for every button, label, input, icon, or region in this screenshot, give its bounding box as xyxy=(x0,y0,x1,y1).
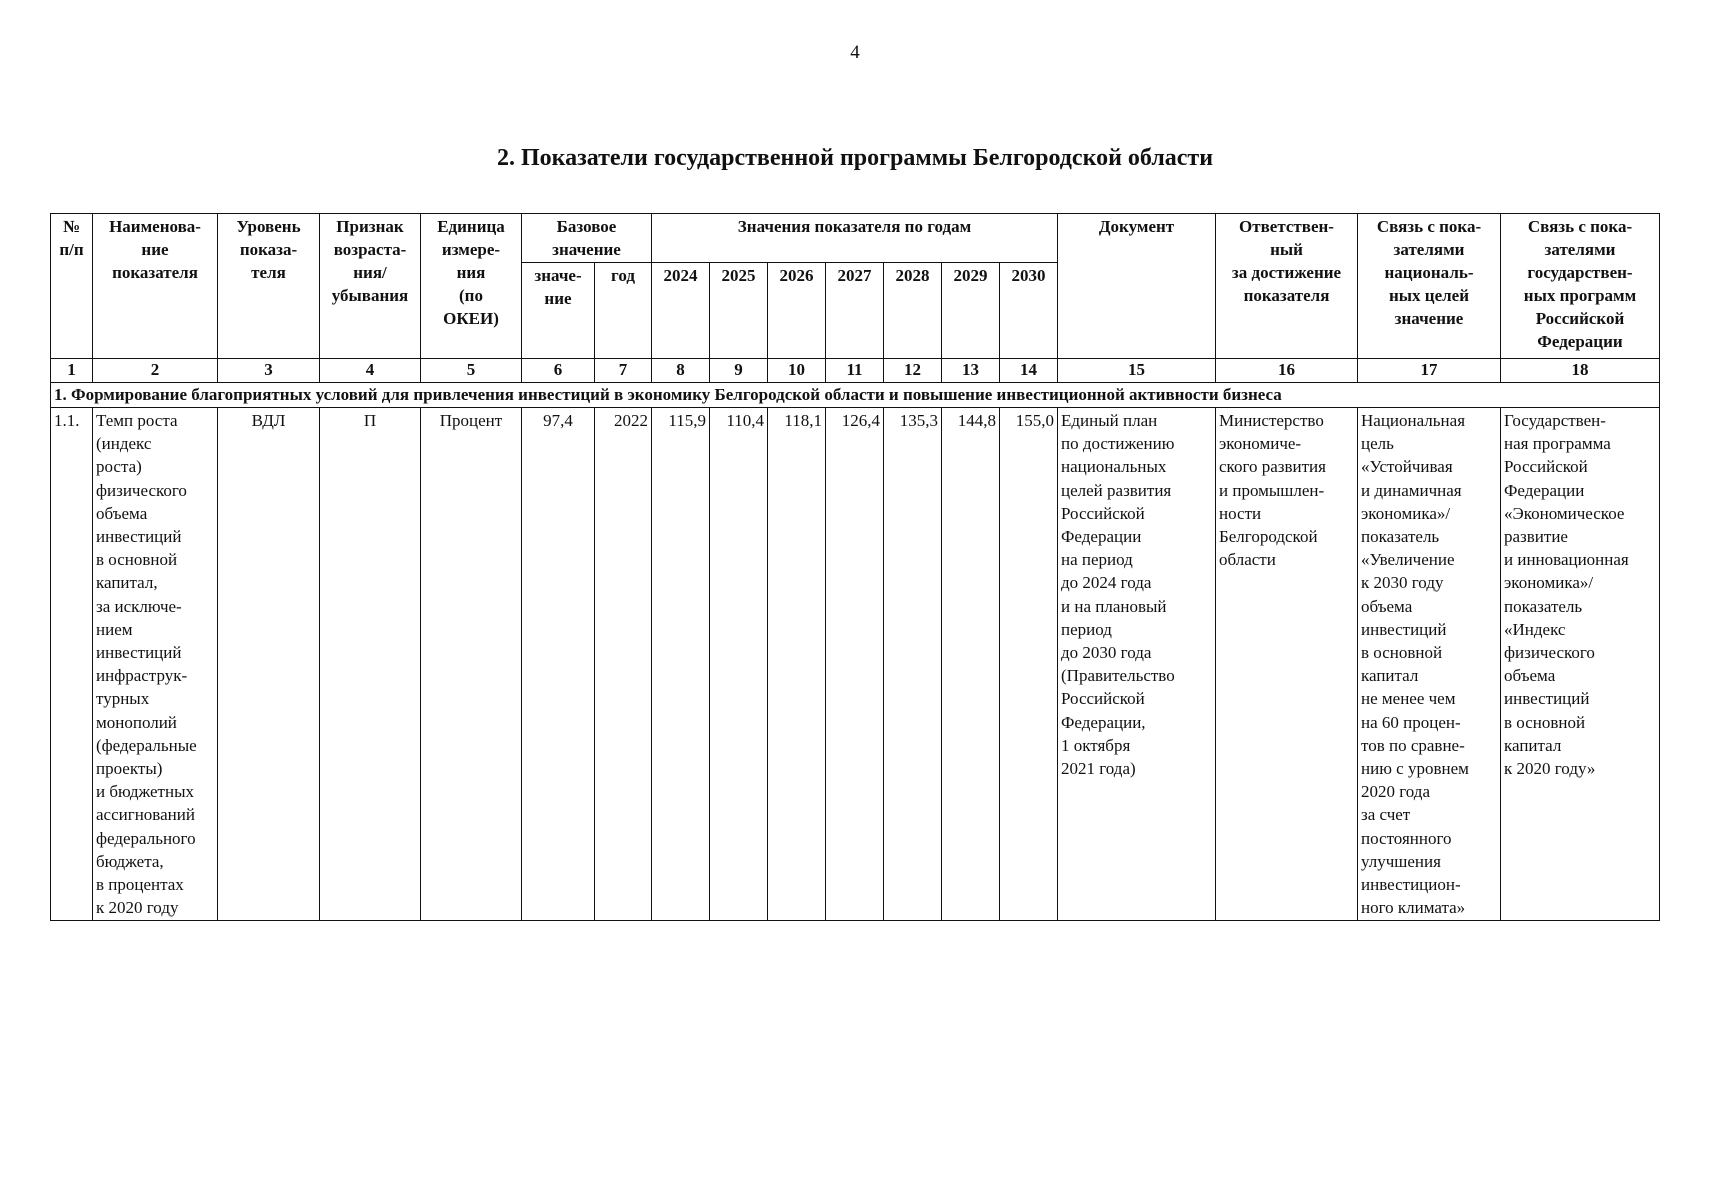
row-responsible: Министерство экономиче- ского развития и промышлен- ности Белгородской области xyxy=(1216,408,1358,921)
row-value-2027: 126,4 xyxy=(826,408,884,921)
header-year: 2030 xyxy=(1000,263,1058,359)
column-number: 6 xyxy=(522,359,595,383)
row-base-year: 2022 xyxy=(595,408,652,921)
row-value-2024: 115,9 xyxy=(652,408,710,921)
header-years-group: Значения показателя по годам xyxy=(652,214,1058,263)
header-link-state: Связь с пока- зателями государствен- ных программ Российской Федерации xyxy=(1501,214,1660,359)
row-value-2030: 155,0 xyxy=(1000,408,1058,921)
column-number: 17 xyxy=(1358,359,1501,383)
row-base-value: 97,4 xyxy=(522,408,595,921)
header-year: 2028 xyxy=(884,263,942,359)
column-number: 10 xyxy=(768,359,826,383)
row-num: 1.1. xyxy=(51,408,93,921)
column-number-row xyxy=(51,359,1660,383)
row-link-state: Государствен- ная программа Российской Федерации «Экономическое развитие и инновационная экономика»/ показатель «Индекс физического объема инвестиций в основной капитал к 2020 году» xyxy=(1501,408,1660,921)
column-number: 15 xyxy=(1058,359,1216,383)
header-year: 2025 xyxy=(710,263,768,359)
column-number: 13 xyxy=(942,359,1000,383)
section-row xyxy=(51,383,1660,408)
row-value-2029: 144,8 xyxy=(942,408,1000,921)
document-title: 2. Показатели государственной программы Белгородской области xyxy=(496,145,1214,171)
column-number: 5 xyxy=(421,359,522,383)
header-row-1 xyxy=(51,214,1660,263)
row-unit: Процент xyxy=(421,408,522,921)
section-title: 1. Формирование благоприятных условий для привлечения инвестиций в экономику Белгородской области и повышение инвестиционной активности бизнеса xyxy=(51,383,1660,408)
column-number: 16 xyxy=(1216,359,1358,383)
header-year: 2026 xyxy=(768,263,826,359)
header-document: Документ xyxy=(1058,214,1216,359)
header-name: Наименова- ние показателя xyxy=(93,214,218,359)
header-level: Уровень показа- теля xyxy=(218,214,320,359)
row-level: ВДЛ xyxy=(218,408,320,921)
header-year: 2027 xyxy=(826,263,884,359)
row-sign: П xyxy=(320,408,421,921)
row-document: Единый план по достижению национальных целей развития Российской Федерации на период до 2024 года и на плановый период до 2030 года (Правительство Российской Федерации, 1 октября 2021 года) xyxy=(1058,408,1216,921)
column-number: 11 xyxy=(826,359,884,383)
row-name: Темп роста (индекс роста) физического объема инвестиций в основной капитал, за исключе- нием инвестиций инфраструк- турных монополий (федеральные проекты) и бюджетных ассигнований федерального бюджета, в процентах к 2020 году xyxy=(93,408,218,921)
header-responsible: Ответствен- ный за достижение показателя xyxy=(1216,214,1358,359)
column-number: 12 xyxy=(884,359,942,383)
column-number: 7 xyxy=(595,359,652,383)
column-number: 1 xyxy=(51,359,93,383)
column-number: 9 xyxy=(710,359,768,383)
header-base-year: год xyxy=(595,263,652,359)
row-value-2025: 110,4 xyxy=(710,408,768,921)
row-value-2028: 135,3 xyxy=(884,408,942,921)
row-link-national: Национальная цель «Устойчивая и динамичная экономика»/ показатель «Увеличение к 2030 году объема инвестиций в основной капитал не менее чем на 60 процен- тов по сравне- нию с уровнем 2020 года за счет постоянного улучшения инвестицион- ного климата» xyxy=(1358,408,1501,921)
page-number: 4 xyxy=(850,42,860,63)
header-year: 2024 xyxy=(652,263,710,359)
column-number: 4 xyxy=(320,359,421,383)
header-num: № п/п xyxy=(51,214,93,359)
row-value-2026: 118,1 xyxy=(768,408,826,921)
column-number: 3 xyxy=(218,359,320,383)
indicators-table xyxy=(50,213,1660,921)
header-year: 2029 xyxy=(942,263,1000,359)
header-base-group: Базовое значение xyxy=(522,214,652,263)
column-number: 18 xyxy=(1501,359,1660,383)
header-link-national: Связь с пока- зателями националь- ных целей значение xyxy=(1358,214,1501,359)
header-base-value: значе- ние xyxy=(522,263,595,359)
header-unit: Единица измере- ния (по ОКЕИ) xyxy=(421,214,522,359)
table-row xyxy=(51,408,1660,921)
column-number: 14 xyxy=(1000,359,1058,383)
column-number: 8 xyxy=(652,359,710,383)
header-sign: Признак возраста- ния/ убывания xyxy=(320,214,421,359)
column-number: 2 xyxy=(93,359,218,383)
